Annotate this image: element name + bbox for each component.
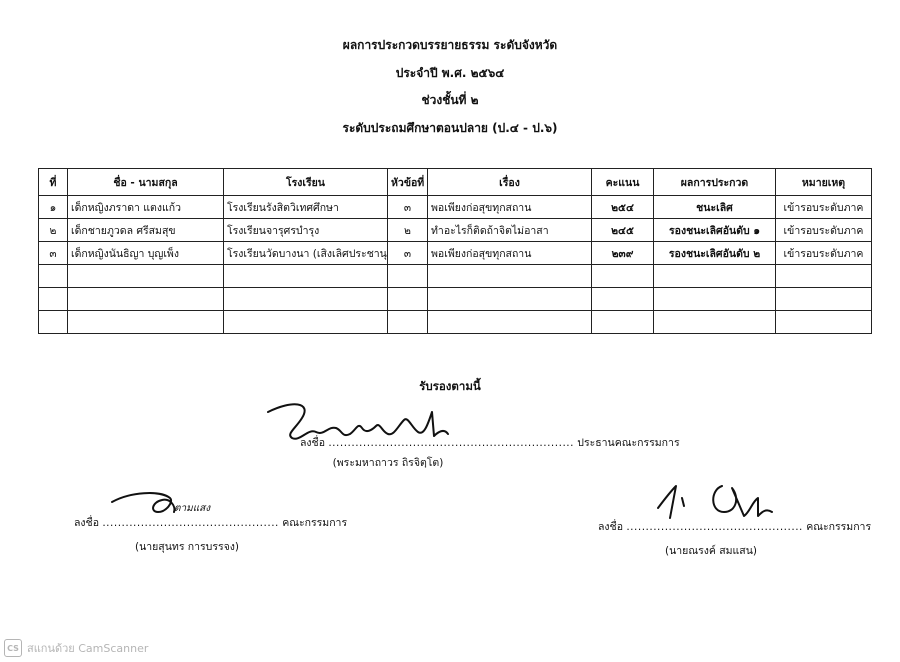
table-row-empty [39, 288, 872, 311]
column-header: ผลการประกวด [654, 169, 776, 196]
sign-dots: .............................................. [626, 521, 803, 533]
empty-cell [39, 265, 68, 288]
column-header: ที่ [39, 169, 68, 196]
table-row [39, 219, 872, 242]
empty-cell [388, 265, 428, 288]
sign-label: ลงชื่อ [300, 437, 325, 449]
empty-cell [224, 265, 388, 288]
topic-title: ทำอะไรก็ติดถ้าจิตไม่อาสา [428, 219, 592, 242]
empty-cell [428, 311, 592, 334]
results-table [38, 168, 872, 334]
column-header: คะแนน [592, 169, 654, 196]
topic-title: พอเพียงก่อสุขทุกสถาน [428, 242, 592, 265]
camscanner-logo-icon: CS [4, 639, 22, 657]
empty-cell [388, 288, 428, 311]
empty-cell [68, 311, 224, 334]
student-name: เด็กชายภูวดล ศรีสมสุข [68, 219, 224, 242]
committee-left-name: (นายสุนทร การบรรจง) [134, 541, 240, 553]
committee-right-name: (นายณรงค์ สมแสน) [665, 545, 757, 557]
empty-cell [68, 265, 224, 288]
remark: เข้ารอบระดับภาค [776, 196, 872, 219]
empty-cell [654, 288, 776, 311]
chairman-role: ประธานคณะกรรมการ [577, 437, 680, 449]
education-level: ระดับประถมศึกษาตอนปลาย (ป.๔ - ป.๖) [342, 121, 558, 135]
student-name: เด็กหญิงนันธิญา บุญเพ็ง [68, 242, 224, 265]
score: ๒๔๕ [592, 219, 654, 242]
remark: เข้ารอบระดับภาค [776, 219, 872, 242]
contest-result: รองชนะเลิศอันดับ ๑ [654, 219, 776, 242]
empty-cell [592, 288, 654, 311]
row-number: ๒ [39, 219, 68, 242]
document-title: ผลการประกวดบรรยายธรรม ระดับจังหวัด [342, 38, 558, 52]
school-name: โรงเรียนรังสิตวิเทศศึกษา [224, 196, 388, 219]
row-number: ๓ [39, 242, 68, 265]
empty-cell [776, 288, 872, 311]
empty-cell [776, 311, 872, 334]
topic-number: ๓ [388, 242, 428, 265]
sign-label: ลงชื่อ [74, 517, 99, 529]
topic-number: ๒ [388, 219, 428, 242]
sign-dots: ................................................................ [328, 437, 574, 449]
remark: เข้ารอบระดับภาค [776, 242, 872, 265]
empty-cell [388, 311, 428, 334]
empty-cell [592, 311, 654, 334]
table-row [39, 196, 872, 219]
topic-title: พอเพียงก่อสุขทุกสถาน [428, 196, 592, 219]
document-year: ประจำปี พ.ศ. ๒๕๖๔ [395, 66, 505, 80]
empty-cell [428, 265, 592, 288]
empty-cell [224, 288, 388, 311]
student-name: เด็กหญิงภราดา แตงแก้ว [68, 196, 224, 219]
topic-number: ๓ [388, 196, 428, 219]
scanner-text: สแกนด้วย CamScanner [27, 642, 149, 655]
empty-cell [39, 311, 68, 334]
empty-cell [592, 265, 654, 288]
scanner-watermark [4, 638, 148, 658]
school-name: โรงเรียนวัดบางนา (เสิงเลิศประชานุ [224, 242, 388, 265]
empty-cell [654, 311, 776, 334]
empty-cell [68, 288, 224, 311]
chairman-name: (พระมหาถาวร ถิรจิตฺโต) [332, 457, 444, 469]
score: ๒๓๙ [592, 242, 654, 265]
empty-cell [224, 311, 388, 334]
column-header: เรื่อง [428, 169, 592, 196]
empty-cell [776, 265, 872, 288]
score: ๒๕๔ [592, 196, 654, 219]
contest-result: รองชนะเลิศอันดับ ๒ [654, 242, 776, 265]
empty-cell [39, 288, 68, 311]
column-header: ชื่อ - นามสกุล [68, 169, 224, 196]
committee-right-sign-line [598, 518, 871, 535]
committee-left-sign-line [74, 514, 347, 531]
table-row-empty [39, 311, 872, 334]
column-header: หมายเหตุ [776, 169, 872, 196]
school-name: โรงเรียนจารุศรบำรุง [224, 219, 388, 242]
chairman-sign-line [300, 434, 680, 451]
committee-left-role: คณะกรรมการ [282, 517, 348, 529]
sign-label: ลงชื่อ [598, 521, 623, 533]
sign-dots: .............................................. [102, 517, 279, 529]
contest-result: ชนะเลิศ [654, 196, 776, 219]
empty-cell [654, 265, 776, 288]
table-row [39, 242, 872, 265]
table-row-empty [39, 265, 872, 288]
committee-right-role: คณะกรรมการ [806, 521, 872, 533]
committee-left-handwritten: ตามแสง [174, 503, 211, 514]
column-header: โรงเรียน [224, 169, 388, 196]
row-number: ๑ [39, 196, 68, 219]
table-header-row [39, 169, 872, 196]
certification-text: รับรองตามนี้ [419, 379, 481, 393]
empty-cell [428, 288, 592, 311]
column-header: หัวข้อที่ [388, 169, 428, 196]
grade-range: ช่วงชั้นที่ ๒ [421, 93, 479, 107]
